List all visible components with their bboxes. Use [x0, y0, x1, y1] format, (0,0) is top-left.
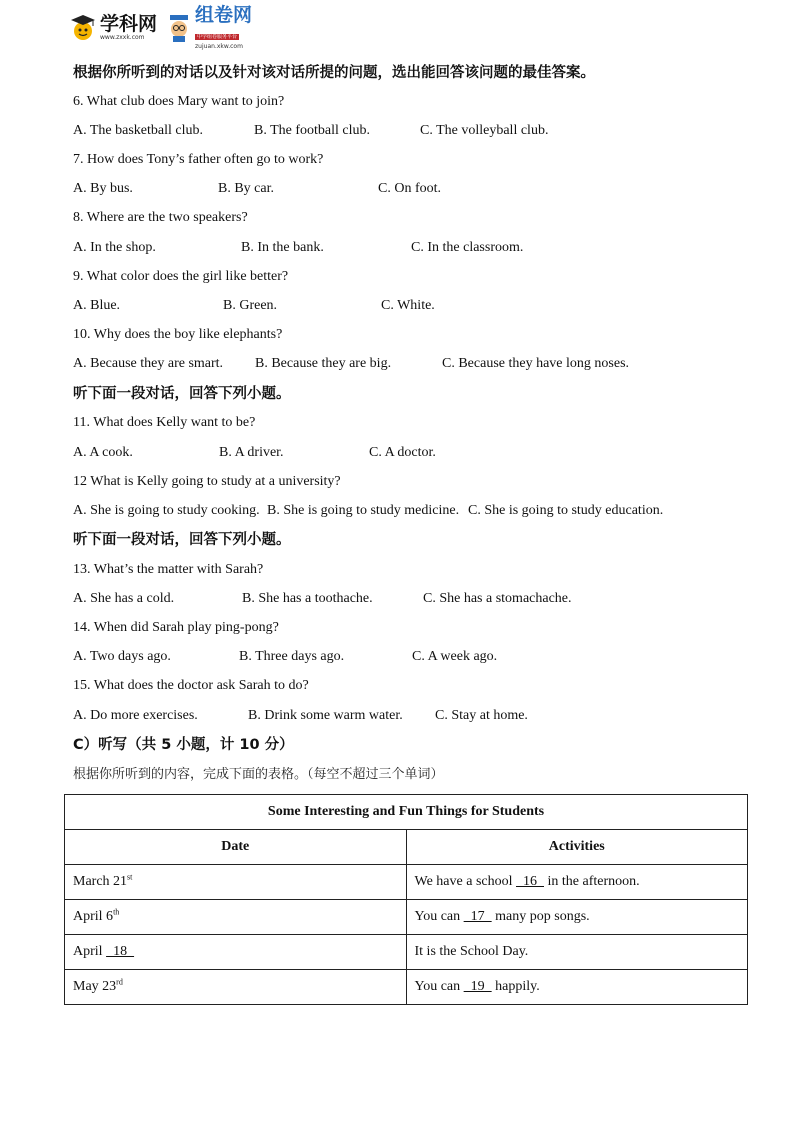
option[interactable]: B. By car. [218, 181, 274, 196]
question-7: 7. How does Tony’s father often go to work? [73, 152, 324, 167]
option[interactable]: C. A week ago. [412, 649, 498, 664]
option[interactable]: C. White. [381, 298, 435, 313]
option[interactable]: A. She has a cold. [73, 591, 175, 606]
option[interactable]: A. In the shop. [73, 240, 156, 255]
option[interactable]: C. In the classroom. [411, 240, 524, 255]
question-12: 12 What is Kelly going to study at a university? [73, 474, 341, 489]
logo-xuekewang [70, 13, 157, 43]
section-c-heading: C）听写（共 5 小题，计 10 分） [73, 737, 294, 753]
table-row [65, 865, 748, 900]
column-header-date: Date [65, 830, 407, 865]
question-13: 13. What’s the matter with Sarah? [73, 562, 264, 577]
table-title: Some Interesting and Fun Things for Students [65, 795, 748, 830]
answer-blank-16[interactable]: 16 [516, 874, 544, 889]
option[interactable]: C. On foot. [378, 181, 441, 196]
table-row [65, 935, 748, 970]
option[interactable]: C. A doctor. [369, 445, 436, 460]
student-mascot-icon [167, 13, 191, 43]
option[interactable]: B. In the bank. [241, 240, 324, 255]
question-9: 9. What color does the girl like better? [73, 269, 289, 284]
answer-blank-17[interactable]: 17 [463, 909, 492, 924]
option[interactable]: B. Because they are big. [255, 356, 392, 371]
option[interactable]: A. Two days ago. [73, 649, 171, 664]
dialog-heading: 听下面一段对话，回答下列小题。 [73, 532, 291, 548]
option[interactable]: C. She has a stomachache. [423, 591, 572, 606]
option[interactable]: A. Do more exercises. [73, 708, 198, 723]
date-cell: April 6th [65, 900, 407, 935]
option[interactable]: B. Drink some warm water. [248, 708, 403, 723]
option[interactable]: B. Green. [223, 298, 278, 313]
dialog-heading: 听下面一段对话，回答下列小题。 [73, 386, 291, 402]
date-cell: May 23rd [65, 970, 407, 1005]
option[interactable]: C. She is going to study education. [468, 503, 664, 518]
question-15: 15. What does the doctor ask Sarah to do? [73, 678, 309, 693]
logo-url-2: zujuan.xkw.com [195, 43, 243, 50]
question-11: 11. What does Kelly want to be? [73, 415, 256, 430]
table-row [65, 900, 748, 935]
answer-blank-19[interactable]: 19 [463, 979, 492, 994]
option[interactable]: B. A driver. [219, 445, 284, 460]
option[interactable]: C. The volleyball club. [420, 123, 549, 138]
question-8: 8. Where are the two speakers? [73, 210, 248, 225]
activity-cell: You can 19 happily. [406, 970, 748, 1005]
option[interactable]: A. She is going to study cooking. [73, 503, 260, 518]
column-header-activities: Activities [406, 830, 748, 865]
option[interactable]: A. Blue. [73, 298, 121, 313]
option[interactable]: A. By bus. [73, 181, 133, 196]
logo-tagline: 中学组卷服务平台 [197, 34, 238, 40]
logo-url: www.zxxk.com [100, 34, 145, 41]
section-c-instruction: 根据你所听到的内容，完成下面的表格。（每空不超过三个单词） [73, 767, 444, 782]
option[interactable]: B. Three days ago. [239, 649, 345, 664]
graduate-cap-icon [70, 13, 96, 43]
table-row [65, 970, 748, 1005]
logo-name: 学科网 [100, 13, 158, 35]
option[interactable]: A. The basketball club. [73, 123, 203, 138]
question-14: 14. When did Sarah play ping-pong? [73, 620, 279, 635]
header-logos [70, 4, 253, 50]
option[interactable]: A. A cook. [73, 445, 133, 460]
activity-cell: We have a school 16 in the afternoon. [406, 865, 748, 900]
logo-name-2: 组卷网 [195, 4, 253, 26]
question-10: 10. Why does the boy like elephants? [73, 327, 283, 342]
logo-zujuanwang [167, 6, 252, 50]
date-cell: April 18 [65, 935, 407, 970]
option[interactable]: C. Stay at home. [435, 708, 528, 723]
activity-cell: It is the School Day. [406, 935, 748, 970]
option[interactable]: C. Because they have long noses. [442, 356, 630, 371]
option[interactable]: B. She is going to study medicine. [267, 503, 460, 518]
option[interactable]: A. Because they are smart. [73, 356, 224, 371]
question-6: 6. What club does Mary want to join? [73, 94, 285, 109]
date-cell: March 21st [65, 865, 407, 900]
section-b-instruction: 根据你所听到的对话以及针对该对话所提的问题，选出能回答该问题的最佳答案。 [73, 65, 595, 81]
activity-cell: You can 17 many pop songs. [406, 900, 748, 935]
activities-table [64, 794, 748, 1005]
answer-blank-18[interactable]: 18 [106, 944, 135, 959]
option[interactable]: B. The football club. [254, 123, 370, 138]
option[interactable]: B. She has a toothache. [242, 591, 373, 606]
